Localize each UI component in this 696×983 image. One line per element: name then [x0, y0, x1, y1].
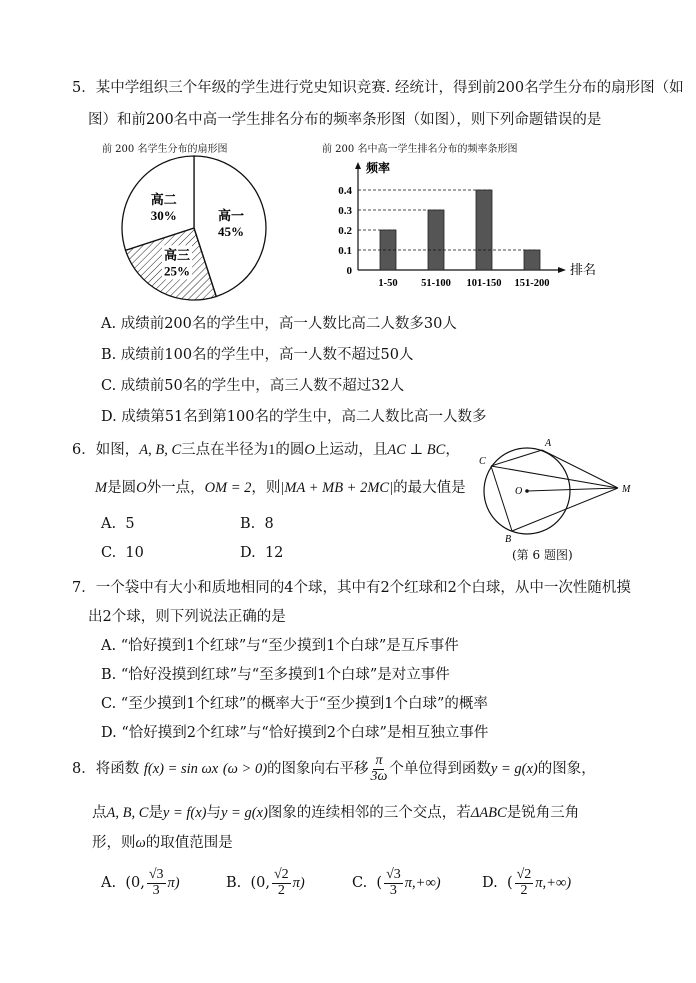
option-text: 成绩前100名的学生中，高一人数不超过50人	[120, 347, 414, 363]
math-vector-sum: |MA + MB + 2MC|	[280, 480, 394, 496]
frac-num: √3	[148, 867, 164, 882]
math-perp: AC ⊥ BC	[387, 442, 446, 458]
label-m: M	[622, 484, 631, 495]
option-text: 12	[264, 545, 284, 561]
option-label: C.	[352, 875, 368, 892]
pie-slice-value: 30%	[150, 207, 177, 223]
pie-slice-value: 45%	[217, 224, 244, 240]
y-tick-label: 0	[346, 265, 352, 277]
math-omega: ω	[135, 835, 146, 851]
q5-line2: 图）和前200名中高一学生排名分布的频率条形图（如图），则下列命题错误的是	[88, 112, 602, 128]
y-axis-label: 频率	[366, 161, 391, 175]
option-text: 5	[125, 516, 135, 532]
opt-post: π)	[167, 875, 180, 892]
bar-chart	[318, 150, 608, 300]
label-c: C	[479, 456, 486, 467]
q6-circle-figure	[470, 436, 640, 544]
option-text: “恰好没摸到红球”与“至多摸到1个白球”是对立事件	[120, 667, 450, 683]
center-point	[525, 489, 529, 493]
opt-pre: (	[506, 875, 513, 892]
label-a: A	[545, 438, 552, 449]
bar-chart-title: 前 200 名中高一学生排名分布的频率条形图	[322, 144, 518, 155]
q5-text: 某中学组织三个年级的学生进行党史知识竞赛. 经统计，得到前200名学生分布的扇形图（如	[95, 80, 684, 96]
opt-pre: (0,	[250, 875, 270, 892]
y-tick-label: 0.2	[338, 225, 352, 237]
math-g: y = g(x)	[490, 761, 538, 778]
q8-option-d[interactable]	[482, 868, 571, 898]
y-tick-label: 0.1	[338, 245, 352, 257]
q8-text: 形，则	[92, 835, 136, 851]
q7-line1	[72, 576, 631, 597]
math-points: A, B, C	[106, 805, 149, 821]
q7-option-d[interactable]	[101, 721, 488, 742]
q8-line1	[72, 754, 596, 784]
q8-text: 图象的连续相邻的三个交点，若	[267, 805, 471, 821]
segment-cm	[491, 466, 618, 488]
option-text: 10	[125, 545, 144, 561]
opt-pre: (0,	[125, 875, 145, 892]
option-label: C.	[101, 378, 117, 394]
pie-chart	[116, 152, 272, 304]
q8-text: 的图象，	[537, 761, 596, 778]
q6-option-a[interactable]	[101, 516, 135, 532]
question-number: 8．	[72, 761, 96, 778]
opt-post: π,+∞)	[404, 875, 441, 892]
q6-option-b[interactable]	[240, 516, 274, 532]
bar-101-150	[476, 190, 492, 270]
y-tick-label: 0.3	[338, 205, 352, 217]
pie-chart-title: 前 200 名学生分布的扇形图	[102, 144, 228, 155]
option-text: 成绩第51名到第100名的学生中，高二人数比高一人数多	[121, 409, 487, 425]
q8-text: 是锐角三角	[506, 805, 580, 821]
option-label: A.	[101, 875, 117, 892]
fraction-pi-3omega	[371, 754, 388, 784]
q5-option-a[interactable]	[101, 312, 457, 333]
q5-option-b[interactable]	[101, 343, 414, 364]
pie-slice-value: 25%	[164, 263, 191, 279]
option-text: “至少摸到1个红球”的概率大于“至少摸到1个白球”的概率	[120, 696, 488, 712]
option-label: D.	[240, 545, 256, 561]
q8-option-a[interactable]	[101, 868, 180, 898]
question-number: 6．	[72, 442, 96, 458]
option-text: 成绩前50名的学生中，高三人数不超过32人	[120, 378, 405, 394]
q8-text: 与	[206, 805, 221, 821]
q8-text: 点	[92, 805, 107, 821]
frac-num: √2	[516, 867, 532, 882]
q6-text: ，则	[251, 480, 281, 496]
opt-post: π)	[292, 875, 305, 892]
question-number: 5．	[72, 80, 96, 96]
q6-line1	[72, 438, 460, 459]
option-label: A.	[101, 316, 117, 332]
x-tick-label: 101-150	[466, 278, 502, 289]
math-g: y = g(x)	[220, 805, 268, 821]
q6-text: 上运动，且	[314, 442, 388, 458]
bar-51-100	[428, 210, 444, 270]
q7-option-a[interactable]	[101, 634, 459, 655]
q6-figure-caption: (第 6 题图)	[512, 548, 573, 562]
frac-num: √3	[386, 867, 401, 882]
question-number: 7．	[72, 580, 96, 596]
q6-option-c[interactable]	[101, 545, 144, 561]
pie-slice-name: 高二	[150, 191, 177, 207]
label-b: B	[505, 534, 512, 544]
label-o: O	[515, 486, 523, 497]
y-axis-arrow	[355, 162, 361, 169]
q6-text: 三点在半径为	[181, 442, 269, 458]
q8-option-c[interactable]	[352, 868, 441, 898]
pie-slice-name: 高三	[163, 247, 191, 263]
q5-line1	[72, 76, 684, 97]
q6-line2	[95, 476, 466, 497]
q6-text: 的最大值是	[393, 480, 466, 496]
segment-cb	[491, 466, 512, 531]
q6-text: 是圆	[107, 480, 137, 496]
option-label: A.	[101, 638, 117, 654]
math-f: y = f(x)	[162, 805, 207, 821]
math-triangle: ΔABC	[470, 805, 507, 821]
frac-den: 3	[152, 882, 160, 898]
option-text: “恰好摸到1个红球”与“至少摸到1个白球”是互斥事件	[120, 638, 459, 654]
q8-line2	[92, 801, 579, 822]
option-text: “恰好摸到2个红球”与“恰好摸到2个白球”是相互独立事件	[121, 725, 489, 741]
q6-text: 外一点，	[146, 480, 205, 496]
opt-pre: (	[376, 875, 383, 892]
option-label: A.	[101, 516, 117, 532]
bar-151-200	[524, 250, 540, 270]
q6-text: 的圆	[275, 442, 305, 458]
math-m: M	[95, 480, 108, 496]
option-label: C.	[101, 545, 117, 561]
option-label: D.	[101, 409, 117, 425]
segment-bm	[512, 488, 618, 531]
option-label: C.	[101, 696, 117, 712]
q5-option-c[interactable]	[101, 374, 404, 395]
q8-text: 的图象向右平移	[267, 761, 369, 778]
option-label: D.	[101, 725, 117, 741]
y-tick-label: 0.4	[338, 185, 352, 197]
math-points: A, B, C	[139, 442, 182, 458]
frac-num: √2	[273, 867, 289, 882]
math-omega-cond: (ω > 0)	[222, 761, 268, 778]
math-radius: 1	[268, 442, 276, 458]
math-o: O	[304, 442, 315, 458]
option-text: 成绩前200名的学生中，高一人数比高二人数多30人	[120, 316, 457, 332]
x-tick-label: 151-200	[514, 278, 550, 289]
option-label: D.	[482, 875, 498, 892]
option-label: B.	[226, 875, 242, 892]
math-f: f(x) = sin ωx	[143, 761, 219, 778]
frac-den: 3ω	[370, 768, 388, 784]
q8-option-b[interactable]	[226, 868, 305, 898]
q6-text: ，	[445, 442, 460, 458]
frac-den: 2	[277, 882, 285, 898]
pie-slice-name: 高一	[217, 208, 244, 224]
q5-option-d[interactable]	[101, 405, 486, 426]
q8-text: 将函数	[95, 761, 140, 778]
q8-text: 是	[148, 805, 163, 821]
q7-line2: 出2个球，则下列说法正确的是	[88, 609, 286, 625]
math-o: O	[136, 480, 147, 496]
opt-post: π,+∞)	[535, 875, 572, 892]
x-axis-label: 排名	[570, 262, 597, 277]
q8-text: 的取值范围是	[145, 835, 233, 851]
x-axis-arrow	[558, 267, 566, 273]
option-label: B.	[240, 516, 256, 532]
option-text: 8	[264, 516, 274, 532]
frac-num: π	[375, 753, 383, 768]
segment-am	[542, 450, 618, 488]
option-label: B.	[101, 667, 117, 683]
q8-line3	[92, 831, 233, 852]
math-om: OM = 2	[204, 480, 252, 496]
x-tick-label: 51-100	[421, 278, 451, 289]
q7-option-c[interactable]	[101, 692, 488, 713]
q8-text: 个单位得到函数	[389, 761, 491, 778]
q7-text: 一个袋中有大小和质地相同的4个球，其中有2个红球和2个白球，从中一次性随机摸	[95, 580, 631, 596]
segment-om	[527, 488, 618, 491]
x-tick-label: 1-50	[378, 278, 398, 289]
frac-den: 2	[520, 882, 528, 898]
frac-den: 3	[389, 882, 397, 898]
q7-option-b[interactable]	[101, 663, 450, 684]
q6-option-d[interactable]	[240, 545, 283, 561]
option-label: B.	[101, 347, 117, 363]
q6-text: 如图，	[95, 442, 140, 458]
